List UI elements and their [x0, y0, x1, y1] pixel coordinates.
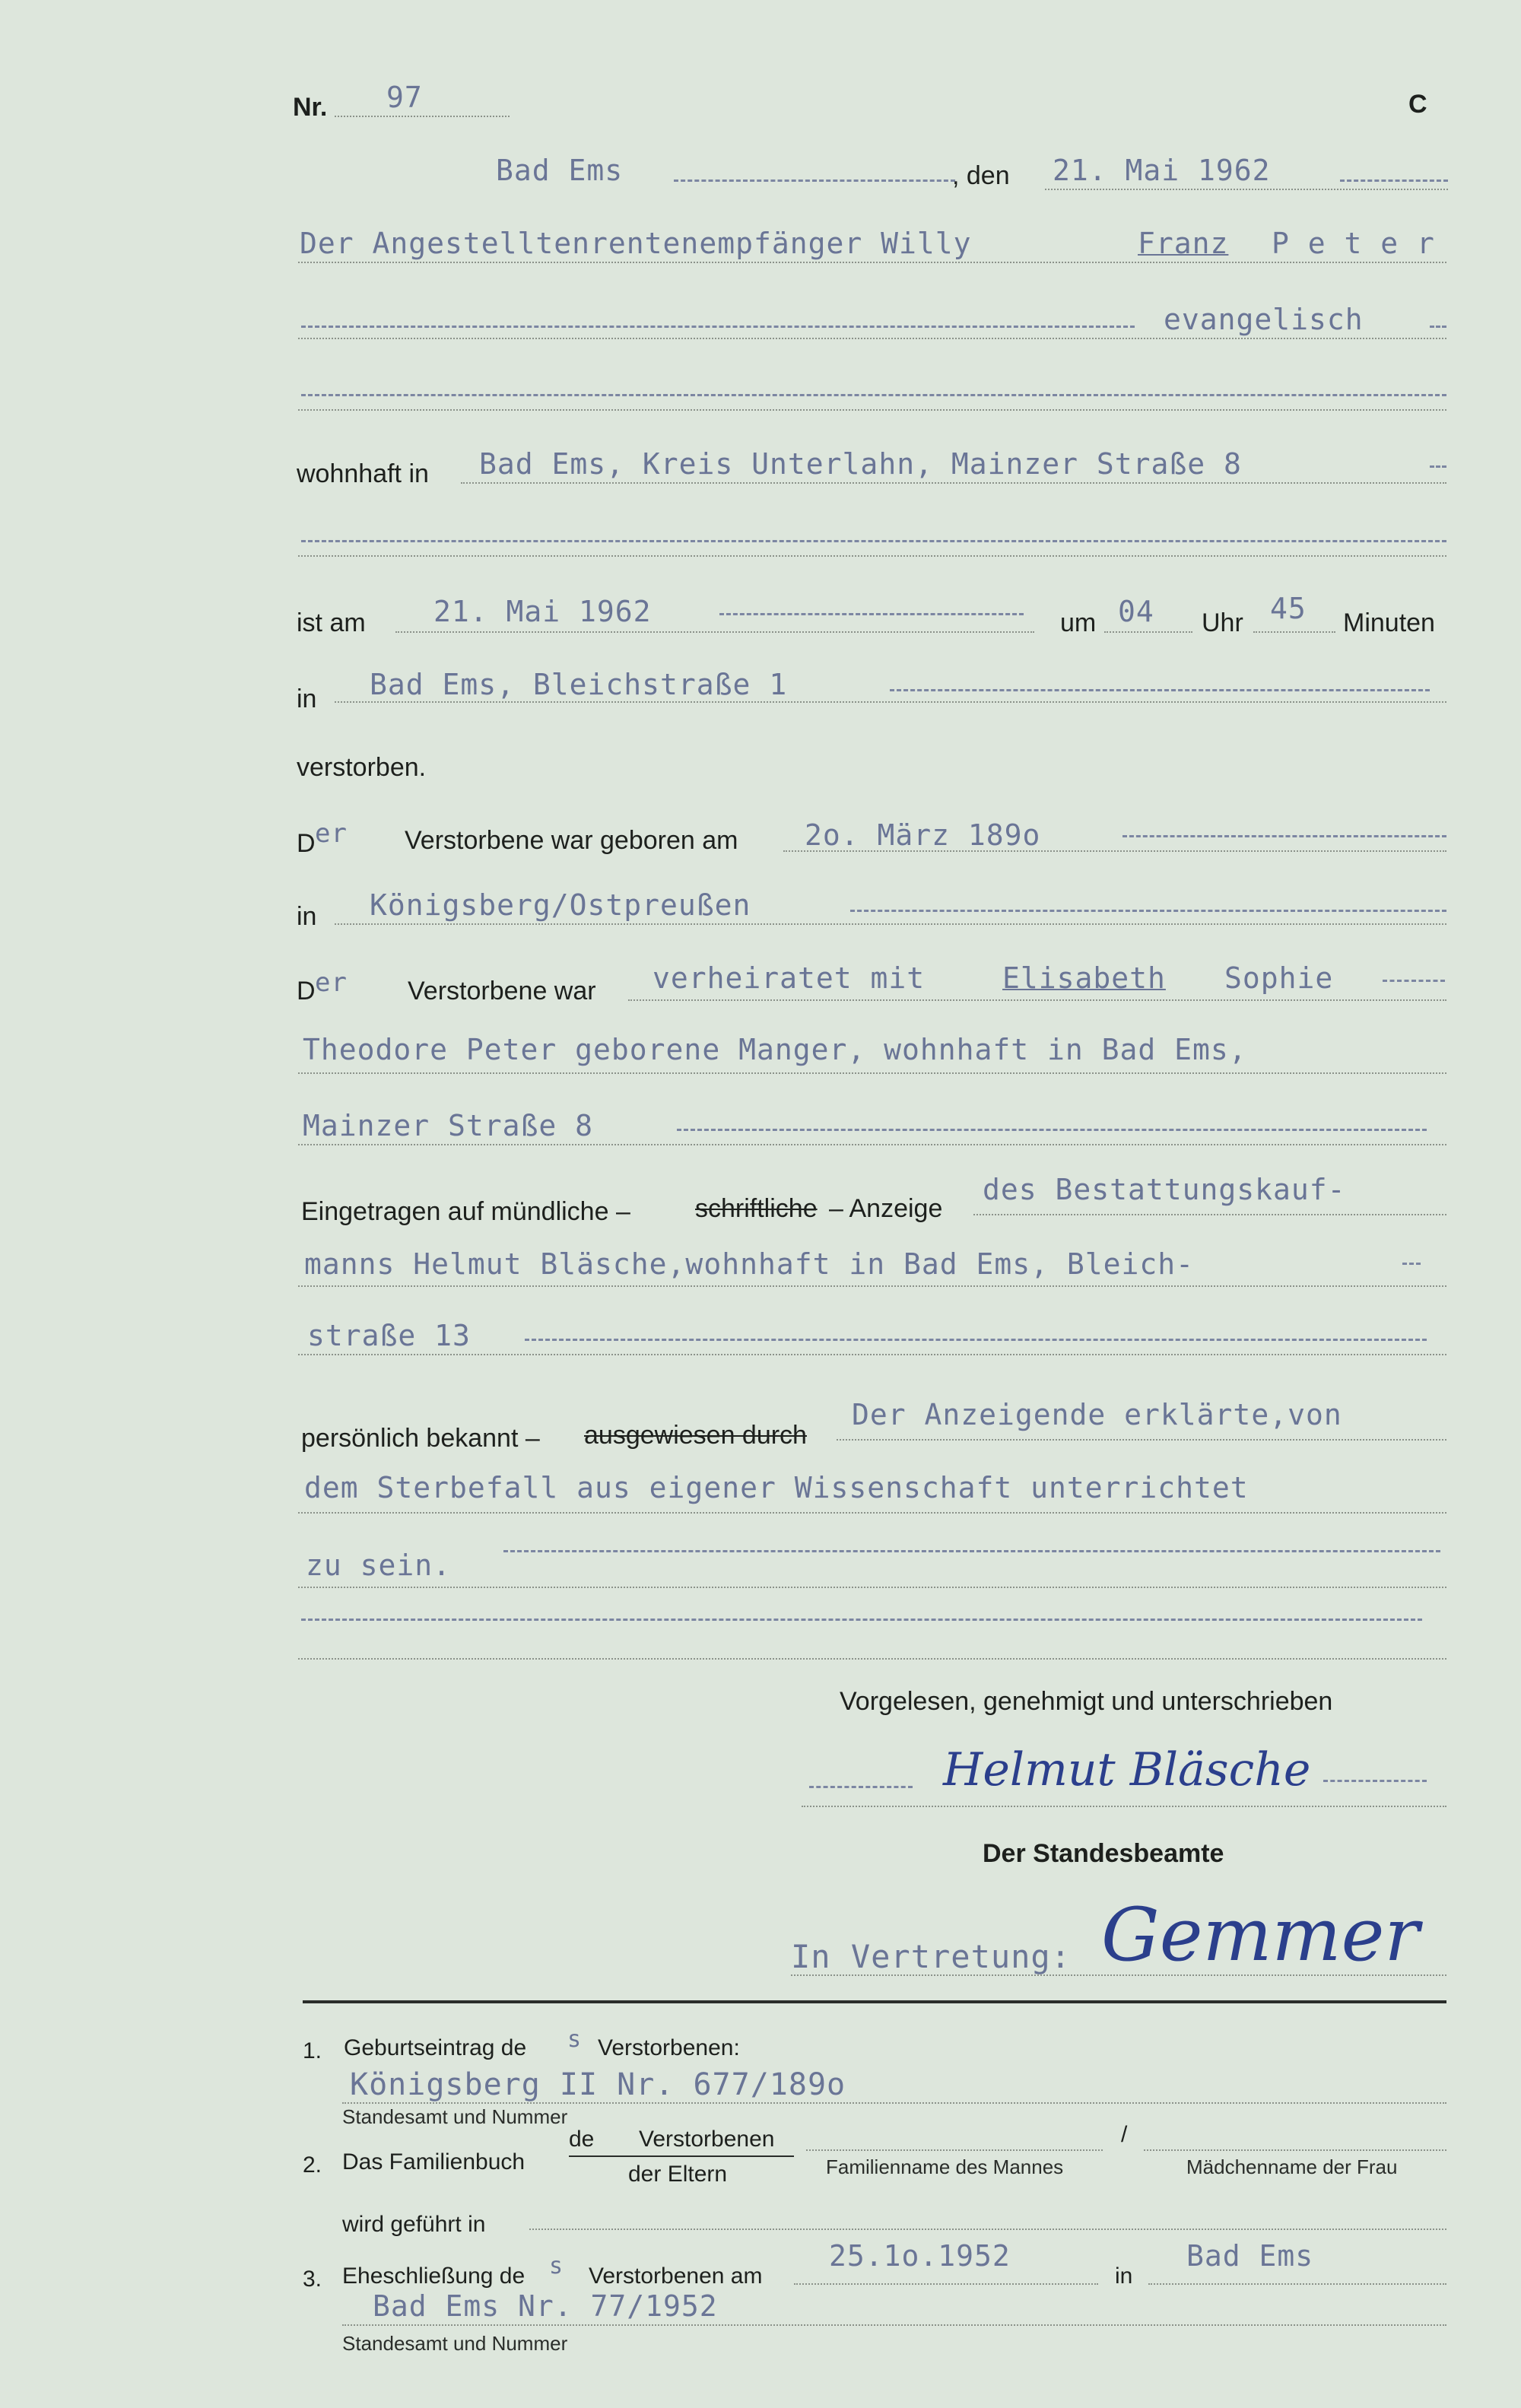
- bekannt-label: persönlich bekannt –: [301, 1424, 540, 1453]
- statement-dotline: [837, 1439, 1446, 1441]
- born-label: Verstorbene war geboren am: [405, 826, 738, 855]
- informant-line1: des Bestattungskauf-: [983, 1173, 1346, 1206]
- standesbeamte-label: Der Standesbeamte: [983, 1839, 1224, 1868]
- informant-signature: Helmut Bläsche: [943, 1743, 1311, 1796]
- statement-line2: dem Sterbefall aus eigener Wissenschaft unterrichtet: [304, 1471, 1249, 1504]
- blank-dotline: [298, 409, 1446, 411]
- item3-number: 3.: [303, 2267, 322, 2292]
- item1-label: Geburtseintrag de: [344, 2035, 527, 2060]
- item1-dotline: [342, 2102, 1446, 2104]
- gefuehrt-dotline: [529, 2229, 1446, 2230]
- anzeige-label: – Anzeige: [829, 1194, 943, 1223]
- fill-dash: [301, 540, 1446, 542]
- informant-dotline: [973, 1214, 1446, 1215]
- informant-dotline-2: [298, 1285, 1446, 1287]
- name-dotline: [298, 262, 1446, 263]
- fill-dash: [809, 1786, 913, 1788]
- spouse-underlined: Elisabeth: [1002, 961, 1166, 995]
- married-text-a: verheiratet mit: [653, 961, 926, 995]
- item2-label: Das Familienbuch: [342, 2149, 526, 2175]
- item1-typed-s: s: [567, 2026, 583, 2053]
- minutes-value: 45: [1270, 592, 1307, 625]
- birth-in-label: in: [297, 902, 317, 931]
- place-value: Bad Ems: [496, 154, 624, 187]
- residence-value: Bad Ems, Kreis Unterlahn, Mainzer Straße 8: [479, 447, 1242, 481]
- death-date-dotline: [395, 631, 1034, 633]
- item3-date: 25.1o.1952: [829, 2239, 1011, 2273]
- item3-typed-s: s: [549, 2253, 564, 2279]
- death-in-label: in: [297, 685, 317, 713]
- item1-value: Königsberg II Nr. 677/189o: [350, 2067, 846, 2102]
- fill-dash: [719, 613, 1024, 615]
- maedchenname-label: Mädchenname der Frau: [1186, 2155, 1398, 2178]
- fill-dash: [677, 1129, 1427, 1131]
- fill-dash: [850, 910, 1446, 912]
- fill-dash: [1430, 326, 1446, 328]
- slash-label: /: [1121, 2122, 1128, 2147]
- date-value: 21. Mai 1962: [1053, 154, 1271, 187]
- official-dotline: [791, 1974, 1446, 1976]
- item3-place: Bad Ems: [1186, 2239, 1314, 2273]
- standesamt-label: Standesamt und Nummer: [342, 2105, 568, 2128]
- den-label: , den: [952, 161, 1010, 190]
- minutes-dotline: [1253, 631, 1335, 633]
- married-dotline: [628, 999, 1446, 1001]
- item3-date-dotline: [794, 2283, 1098, 2285]
- signature-dotline: [802, 1806, 1446, 1807]
- footer-rule: [303, 2000, 1446, 2003]
- official-signature: Gemmer: [1101, 1892, 1420, 1978]
- fill-dash: [890, 689, 1430, 691]
- married-dotline-2: [298, 1072, 1446, 1074]
- married-dotline-3: [298, 1144, 1446, 1145]
- statement-line3: zu sein.: [306, 1549, 452, 1582]
- item3-place-dotline: [1148, 2283, 1446, 2285]
- gefuehrt-label: wird geführt in: [342, 2212, 486, 2237]
- um-label: um: [1060, 608, 1097, 637]
- fill-dash: [301, 326, 1135, 328]
- schriftliche-struck: schriftliche: [695, 1194, 818, 1223]
- death-date-value: 21. Mai 1962: [433, 595, 652, 628]
- item1-label-b: Verstorbenen:: [598, 2035, 740, 2060]
- fill-dash: [1340, 179, 1448, 182]
- item1-number: 1.: [303, 2038, 322, 2063]
- fill-dash: [1430, 465, 1446, 468]
- fill-dash: [1122, 835, 1446, 837]
- hour-dotline: [1104, 631, 1192, 633]
- blank-dotline: [298, 1658, 1446, 1660]
- religion-value: evangelisch: [1164, 303, 1364, 336]
- given-name-underlined: Franz: [1138, 227, 1229, 260]
- vorgelesen-label: Vorgelesen, genehmigt und unterschrieben: [840, 1687, 1333, 1716]
- religion-dotline: [298, 338, 1446, 339]
- residence-dotline: [461, 482, 1446, 484]
- hour-value: 04: [1118, 595, 1154, 628]
- surname: P e t e r: [1272, 227, 1435, 260]
- nr-label: Nr.: [293, 93, 328, 122]
- uhr-label: Uhr: [1202, 608, 1243, 637]
- item3-value: Bad Ems Nr. 77/1952: [373, 2289, 718, 2323]
- item2-de: de: [569, 2127, 595, 2152]
- fill-dash: [503, 1550, 1440, 1552]
- item2-fraction-line: [569, 2155, 794, 2157]
- standesamt-label-2: Standesamt und Nummer: [342, 2332, 568, 2355]
- minuten-label: Minuten: [1343, 608, 1435, 637]
- fill-dash: [301, 1619, 1422, 1621]
- maedchenname-dotline: [1144, 2149, 1446, 2151]
- married-label: Verstorbene war: [408, 977, 596, 1005]
- item2-eltern: der Eltern: [628, 2162, 728, 2187]
- familienname-label: Familienname des Mannes: [826, 2155, 1064, 2178]
- born-prefix: D: [297, 829, 316, 858]
- verstorben-label: verstorben.: [297, 753, 427, 782]
- fill-dash: [1323, 1780, 1427, 1782]
- nr-dotline: [335, 116, 510, 117]
- ist-am-label: ist am: [297, 608, 366, 637]
- vertretung-label: In Vertretung:: [791, 1938, 1072, 1975]
- married-text-b: Sophie: [1224, 961, 1334, 995]
- date-dotline: [1045, 189, 1448, 190]
- fill-dash: [1402, 1263, 1421, 1265]
- item2-verstorbenen: Verstorbenen: [639, 2127, 775, 2152]
- nr-value: 97: [386, 81, 423, 114]
- statement-dotline-2: [298, 1512, 1446, 1514]
- familienname-dotline: [806, 2149, 1103, 2151]
- statement-line1: Der Anzeigende erklärte,von: [852, 1398, 1342, 1431]
- item3-dotline: [342, 2324, 1446, 2326]
- item2-number: 2.: [303, 2152, 322, 2178]
- death-place-value: Bad Ems, Bleichstraße 1: [370, 668, 788, 701]
- fill-dash: [674, 179, 955, 182]
- item3-in: in: [1115, 2263, 1133, 2289]
- death-place-dotline: [335, 701, 1446, 703]
- birth-date-value: 2o. März 189o: [805, 818, 1041, 852]
- item3-label: Eheschließung de: [342, 2263, 526, 2289]
- wohnhaft-label: wohnhaft in: [297, 459, 429, 488]
- birth-place-dotline: [335, 923, 1446, 925]
- eingetragen-label: Eingetragen auf mündliche –: [301, 1197, 630, 1226]
- fill-dash: [525, 1339, 1427, 1341]
- corner-letter: C: [1408, 90, 1427, 119]
- blank-dotline: [298, 555, 1446, 557]
- ausgewiesen-struck: ausgewiesen durch: [584, 1421, 807, 1450]
- married-suffix-typed: er: [315, 967, 348, 998]
- born-suffix-typed: er: [315, 818, 348, 849]
- informant-line2: manns Helmut Bläsche,wohnhaft in Bad Ems, Bleich-: [304, 1247, 1195, 1281]
- occupation-text: Der Angestelltenrentenempfänger Willy: [300, 227, 972, 260]
- birth-place-value: Königsberg/Ostpreußen: [370, 888, 751, 922]
- married-line3: Mainzer Straße 8: [303, 1109, 594, 1142]
- informant-line3: straße 13: [307, 1319, 471, 1352]
- fill-dash: [301, 394, 1446, 396]
- fill-dash: [1383, 980, 1445, 982]
- informant-dotline-3: [298, 1354, 1446, 1355]
- statement-dotline-3: [298, 1587, 1446, 1588]
- married-prefix: D: [297, 977, 316, 1005]
- item3-label-b: Verstorbenen am: [589, 2263, 763, 2289]
- married-line2: Theodore Peter geborene Manger, wohnhaft in Bad Ems,: [303, 1033, 1247, 1066]
